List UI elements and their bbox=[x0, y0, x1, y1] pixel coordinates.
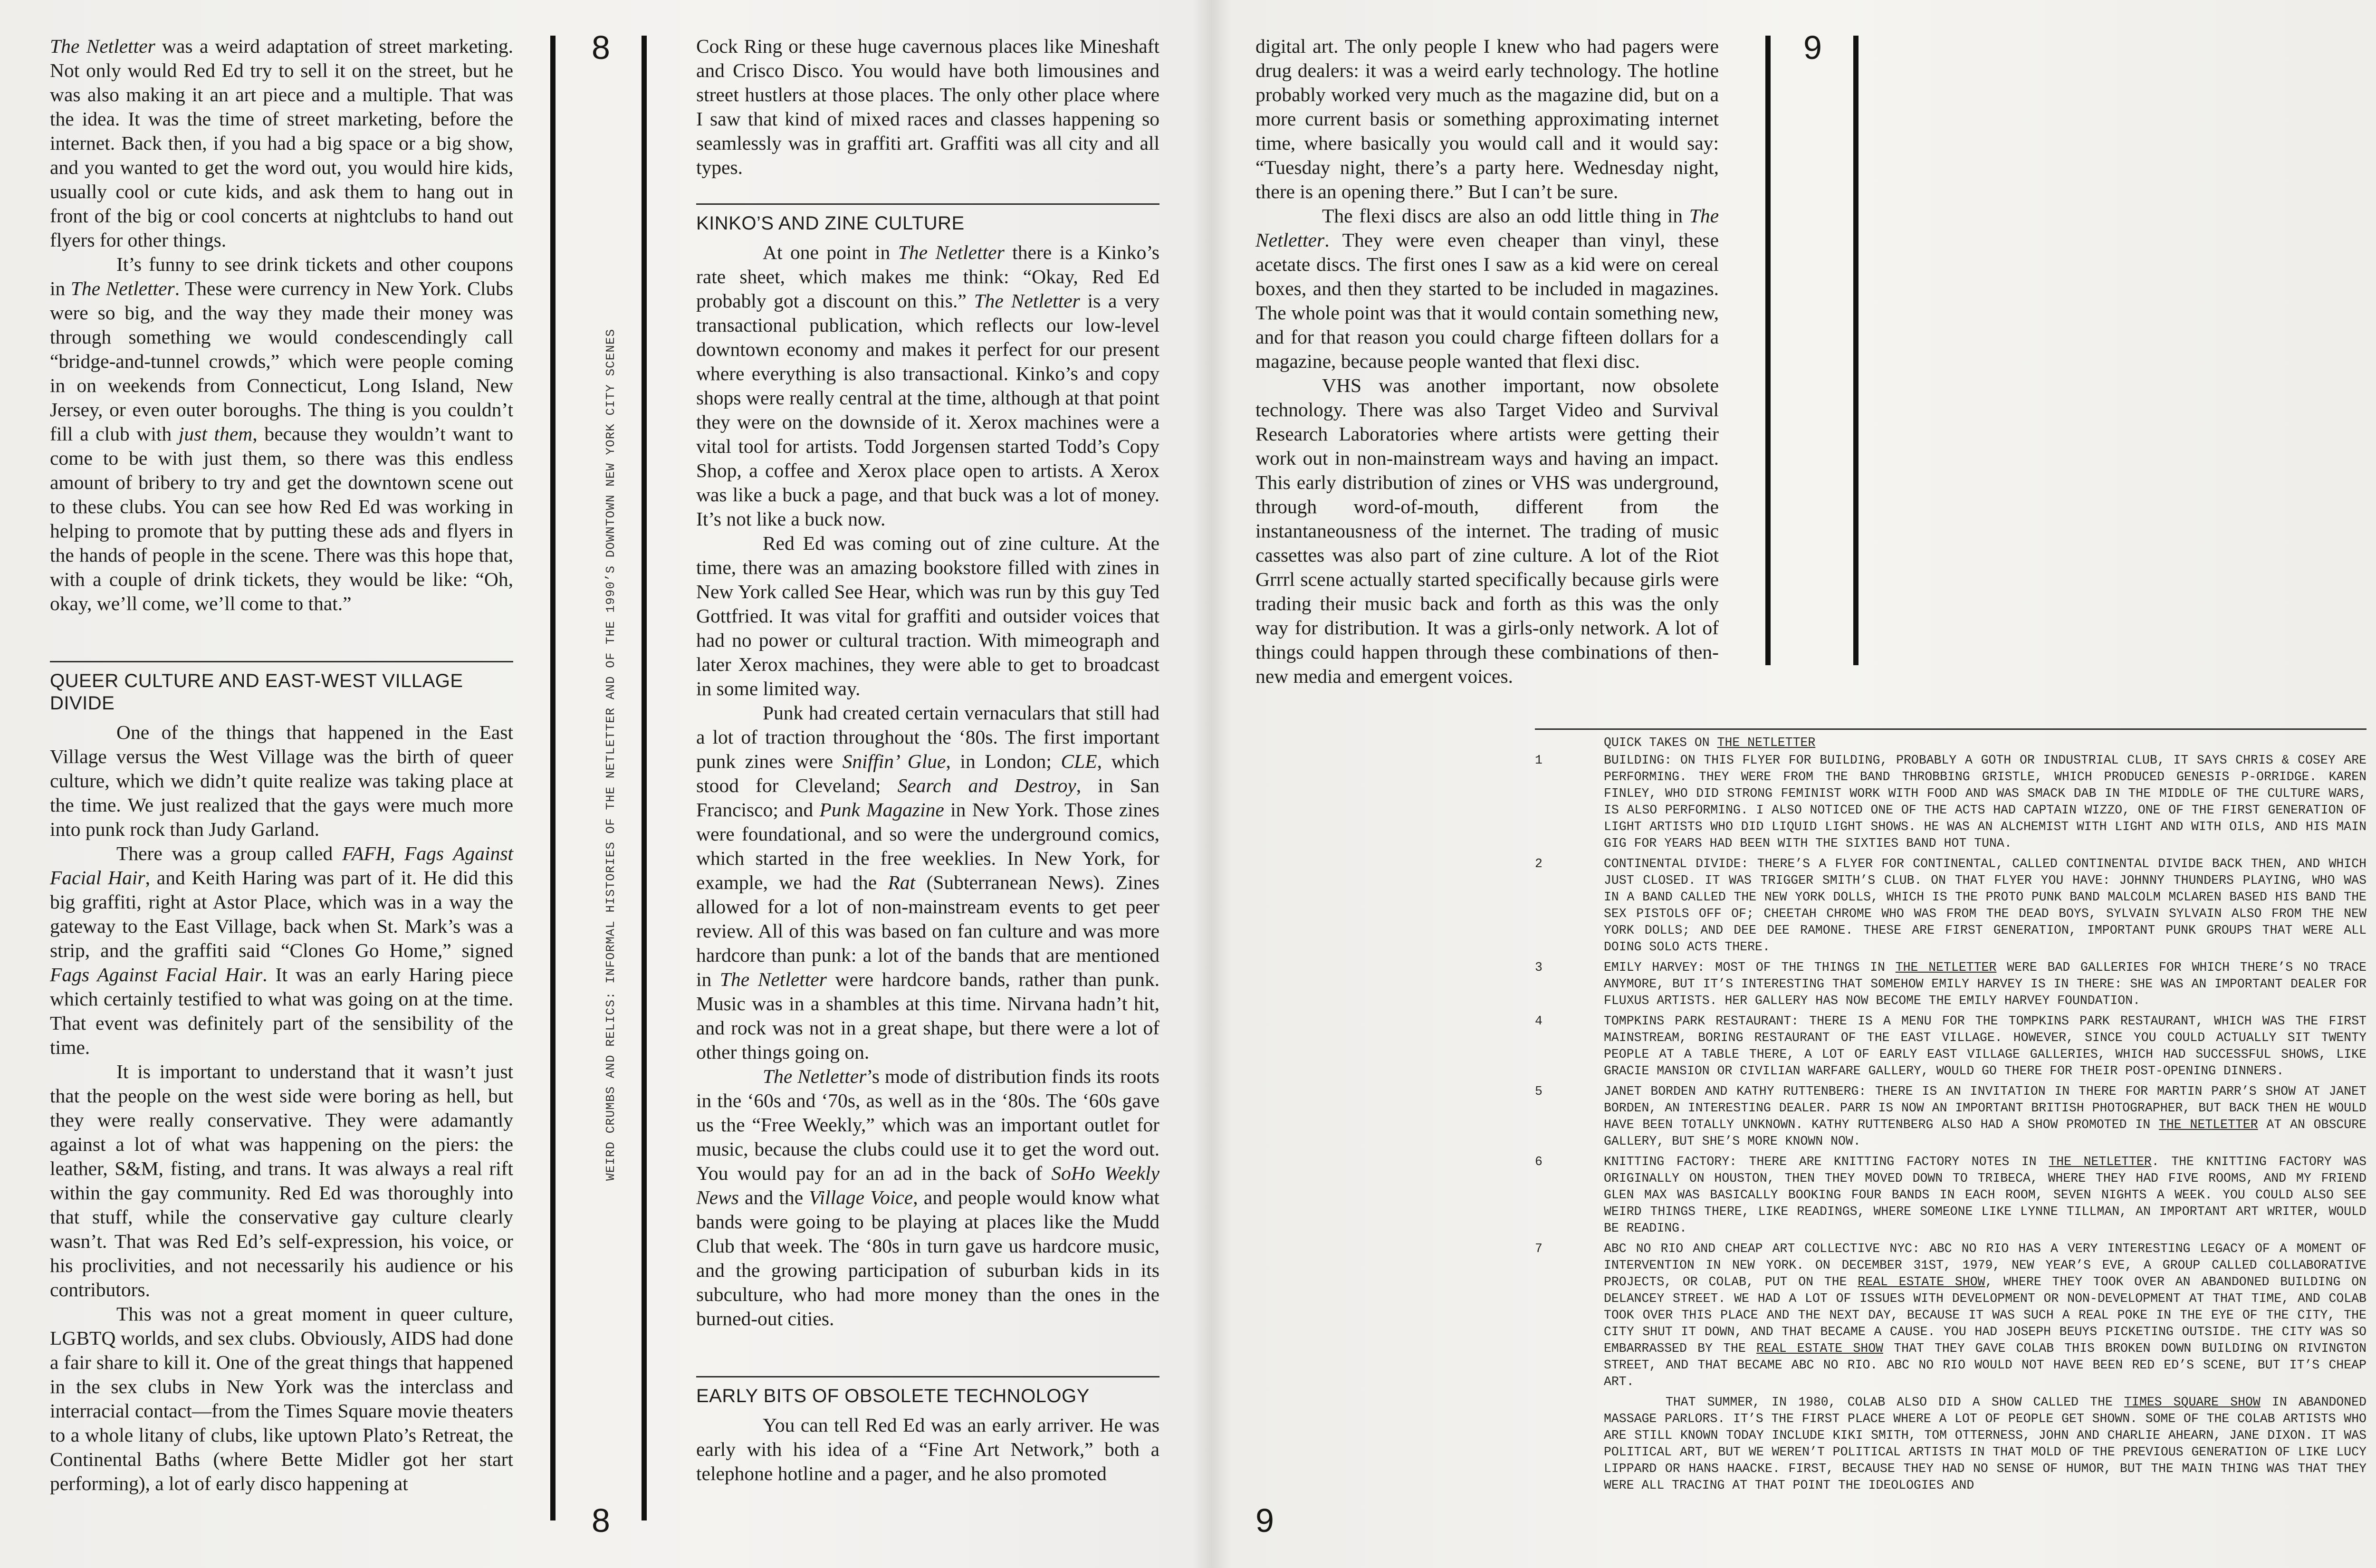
paragraph: The flexi discs are also an odd little thing in The Netletter. They were even cheaper than vinyl, these acetate discs. The first ones I saw as a kid were on cereal boxes, and then they started to be included in magazines. The whole point was that it would contain something new, and for that reason you could charge fifteen dollars for a magazine, because people wanted that flexi disc. bbox=[1255, 205, 1719, 372]
note-item: 1 BUILDING: ON THIS FLYER FOR BUILDING, PROBABLY A GOTH OR INDUSTRIAL CLUB, IT SAYS CHRIS & COSEY ARE PERFORMING. THEY WERE FROM THE BAND THROBBING GRISTLE, WHICH PRODUCED GENESIS P-ORRIDGE. KAREN FINLEY, WHO DID STRONG FEMINIST WORK WITH FOOD AND WAS SMACK DAB IN THE MIDDLE OF THE CULTURE WARS, IS ALSO PERFORMING. I ALSO NOTICED ONE OF THE ACTS HAD CAPTAIN WIZZO, ONE OF THE FIRST GENERATION OF LIGHT ARTISTS WHO DID LIQUID LIGHT SHOWS. HE WAS AN ALCHEMIST WITH LIGHT AND WITH OILS, AND HIS MAIN GIG FOR YEARS HAD BEEN WITH THE SIXTIES BAND HOT TUNA. bbox=[1535, 753, 2366, 851]
paragraph: Red Ed was coming out of zine culture. At the time, there was an amazing bookstore filled with zines in New York called See Hear, which was run by this guy Ted Gottfried. It was vital for graffiti and outsider voices that had no power or cultural traction. With mimeograph and later Xerox machines, they were able to get to broadcast in some limited way. bbox=[696, 532, 1159, 699]
quick-takes-notes bbox=[1535, 728, 2366, 1494]
note-item: 5 JANET BORDEN AND KATHY RUTTENBERG: THERE IS AN INVITATION IN THERE FOR MARTIN PARR’S SHOW AT JANET BORDEN, AN INTERESTING DEALER. PARR IS NOW AN IMPORTANT BRITISH PHOTOGRAPHER, BUT BACK THEN HE WOULD HAVE BEEN TOTALLY UNKNOWN. KATHY RUTTENBERG ALSO HAD A SHOW PROMOTED IN THE NETLETTER AT AN OBSCURE GALLERY, BUT SHE’S MORE KNOWN NOW. bbox=[1535, 1084, 2367, 1148]
page-number-top: 8 bbox=[592, 29, 610, 66]
paragraph: It is important to understand that it wasn’t just that the people on the west side were boring as hell, but they were really conservative. They were adamantly against a lot of what was happening on the piers: the leather, S&M, fisting, and trans. It was always a real rift within the gay community. Red Ed was thoroughly into that stuff, while the conservative gay culture clearly wasn’t. That was Red Ed’s self-expression, his voice, or his proclivities, and not necessarily his audience or his contributors. bbox=[50, 1061, 513, 1300]
paragraph: Cock Ring or these huge cavernous places like Mineshaft and Crisco Disco. You would have both limousines and street hustlers at those places. The only other place where I saw that kind of mixed races and classes happening so seamlessly was in graffiti art. Graffiti was all city and all types. bbox=[696, 35, 1159, 178]
paragraph: digital art. The only people I knew who had pagers were drug dealers: it was a weird early technology. The hotline probably worked very much as the magazine did, but on a more current basis or something approximating internet time, where basically you would call and it would say: “Tuesday night, there’s a party here. Wednesday night, there is an opening there.” But I can’t be sure. bbox=[1255, 35, 1719, 202]
divider-bar bbox=[550, 36, 556, 1520]
page-number-top: 9 bbox=[1803, 29, 1822, 66]
note-item: 4 TOMPKINS PARK RESTAURANT: THERE IS A MENU FOR THE TOMPKINS PARK RESTAURANT, WHICH WAS THE FIRST MAINSTREAM, BORING RESTAURANT OF THE EAST VILLAGE. HOWEVER, SINCE YOU COULD ACTUALLY SIT TWENTY PEOPLE AT A TABLE THERE, A LOT OF EARLY EAST VILLAGE GALLERIES, WHICH HAD SUCCESSFUL SHOWS, LIKE GRACIE MANSION OR CIVILIAN WARFARE GALLERY, WOULD GO THERE FOR THEIR POST-OPENING DINNERS. bbox=[1535, 1014, 2366, 1078]
paragraph: The Netletter’s mode of distribution finds its roots in the ‘60s and ‘70s, as well as in the ‘80s. The ‘60s gave us the “Free Weekly,” which was an important outlet for music, because the clubs could use it to get the word out. You would pay for an ad in the back of SoHo Weekly News and the Village Voice, and people would know what bands were going to be playing at places like the Mudd Club that week. The ‘80s in turn gave us hardcore music, and the growing participation of suburban kids in its subculture, who had more money than the ones in the burned-out cities. bbox=[696, 1065, 1159, 1329]
paragraph: This was not a great moment in queer culture, LGBTQ worlds, and sex clubs. Obviously, AIDS had done a fair share to kill it. One of the great things that happened in the sex clubs in New York was the interclass and interracial contact—from the Times Square movie theaters to a whole litany of clubs, like uptown Plato’s Retreat, the Continental Baths (where Bette Midler got her start performing), a lot of early disco happening at bbox=[50, 1303, 513, 1494]
paragraph: You can tell Red Ed was an early arriver. He was early with his idea of a “Fine Art Network,” both a telephone hotline and a pager, and he also promoted bbox=[696, 1414, 1159, 1484]
section-heading: EARLY BITS OF OBSOLETE TECHNOLOGY bbox=[696, 1376, 1159, 1407]
note-item: 2 CONTINENTAL DIVIDE: THERE’S A FLYER FOR CONTINENTAL, CALLED CONTINENTAL DIVIDE BACK THEN, AND WHICH JUST CLOSED. IT WAS TRIGGER SMITH’S CLUB. ON THAT FLYER YOU HAVE: JOHNNY THUNDERS PLAYING, WHO WAS IN A BAND CALLED THE NEW YORK DOLLS, WHICH IS THE PROTO PUNK BAND MALCOLM MCLAREN BASED HIS BAND THE SEX PISTOLS OFF OF; CHEETAH CHROME WHO WAS FROM THE DEAD BOYS, SYLVAIN SYLVAIN ALSO FROM THE NEW YORK DOLLS; AND DEE DEE RAMONE. THESE ARE FIRST GENERATION, IMPORTANT PUNK GROUPS THAT WERE ALL DOING SOLO ACTS THERE. bbox=[1535, 857, 2366, 954]
page8-left-column bbox=[50, 34, 513, 1496]
page8-right-column bbox=[696, 34, 1159, 1486]
page-number-bottom: 8 bbox=[592, 1502, 610, 1539]
note-item: 6 KNITTING FACTORY: THERE ARE KNITTING FACTORY NOTES IN THE NETLETTER. THE KNITTING FACTORY WAS ORIGINALLY ON HOUSTON, THEN THEY MOVED DOWN TO TRIBECA, WHERE THEY HAD FIVE ROOMS, AND MY FRIEND GLEN MAX WAS BASICALLY BOOKING FOUR BANDS IN EACH ROOM, SEVEN NIGHTS A WEEK. YOU COULD ALSO SEE WEIRD THINGS THERE, LIKE READINGS, WHERE SOMEONE LIKE LYNNE TILLMAN, AN IMPORTANT ART WRITER, WOULD BE READING. bbox=[1535, 1155, 2367, 1235]
notes-rule bbox=[1535, 728, 2366, 730]
paragraph: VHS was another important, now obsolete technology. There was also Target Video and Survival Research Laboratories where artists were getting their work out in non-mainstream ways and having an impact. This early distribution of zines or VHS was underground, through word-of-mouth, different from the instantaneousness of the internet. The trading of music cassettes was also part of zine culture. A lot of the Riot Grrrl scene actually started specifically because girls were trading their music back and forth as this was the only way for distribution. It was a girls-only network. A lot of things could happen through these combinations of then-new media and emergent voices. bbox=[1255, 374, 1719, 687]
note-item: 3 EMILY HARVEY: MOST OF THE THINGS IN THE NETLETTER WERE BAD GALLERIES FOR WHICH THERE’S NO TRACE ANYMORE, BUT IT’S INTERESTING THAT SOMEHOW EMILY HARVEY IS IN THERE: SHE WAS AN IMPORTANT DEALER FOR FLUXUS ARTISTS. HER GALLERY HAS NOW BECOME THE EMILY HARVEY FOUNDATION. bbox=[1535, 960, 2366, 1008]
paragraph: Punk had created certain vernaculars that still had a lot of traction throughout the ‘80s. The first important punk zines were Sniffin’ Glue, in London; CLE, which stood for Cleveland; Search and Destroy, in San Francisco; and Punk Magazine in New York. Those zines were foundational, and so were the underground comics, which started in the free weeklies. In New York, for example, we had the Rat (Subterranean News). Zines allowed for a lot of non-mainstream events to get peer review. All of this was based on fan culture and was more hardcore than punk: a lot of the bands that are mentioned in The Netletter were hardcore bands, rather than punk. Music was in a shambles at this time. Nirvana hadn’t hit, and rock was not in a great shape, but there were a lot of other things going on. bbox=[696, 702, 1160, 1063]
section-heading: QUEER CULTURE AND EAST-WEST VILLAGE DIVIDE bbox=[50, 661, 513, 715]
page9-column bbox=[1255, 34, 1719, 688]
notes-title: QUICK TAKES ON THE NETLETTER bbox=[1604, 736, 1816, 750]
paragraph: The Netletter was a weird adaptation of street marketing. Not only would Red Ed try to sell it on the street, but he was also making it an art piece and a multiple. That was the idea. It was the time of street marketing, before the internet. Back then, if you had a big space or a big show, and you wanted to get the word out, you would hire kids, usually cool or cute kids, and ask them to hang out in front of the big or cool concerts at nightclubs to hand out flyers for other things. bbox=[50, 35, 513, 251]
divider-bar bbox=[642, 36, 647, 1520]
paragraph: One of the things that happened in the East Village versus the West Village was the birth of queer culture, which we didn’t quite realize was taking place at the time. We just realized that the gays were much more into punk rock than Judy Garland. bbox=[50, 721, 513, 840]
note-continuation: THAT SUMMER, IN 1980, COLAB ALSO DID A SHOW CALLED THE TIMES SQUARE SHOW IN ABANDONED MASSAGE PARLORS. IT’S THE FIRST PLACE WHERE A LOT OF PEOPLE GET SHOWN. SOME OF THE COLAB ARTISTS WHO ARE STILL KNOWN TODAY INCLUDE KIKI SMITH, TOM OTTERNESS, JOHN AND CHARLIE AHEARN, JANE DIXON. IT WAS POLITICAL ART, BUT WE WEREN’T POLITICAL ARTISTS IN THAT MOLD OF THE PREVIOUS GENERATION OF LIKE LUCY LIPPARD OR HANS HAACKE. FIRST, BECAUSE THEY HAD NO SENSE OF HUMOR, BUT THE MAIN THING WAS THAT THEY WERE ALL TRACING AT THAT POINT THE IDEOLOGIES AND bbox=[1604, 1395, 2366, 1492]
paragraph: It’s funny to see drink tickets and other coupons in The Netletter. These were currency in New York. Clubs were so big, and the way they made their money was through something we would condescendingly call “bridge-and-tunnel crowds,” which were people coming in on weekends from Connecticut, Long Island, New Jersey, or even outer boroughs. The thing is you couldn’t fill a club with just them, because they wouldn’t want to come to be with just them, so there was this endless amount of bribery to try and get the downtown scene out to these clubs. You can see how Red Ed was working in helping to promote that by putting these ads and flyers in the hands of people in the scene. There was this hope that, with a couple of drink tickets, they would be like: “Oh, okay, we’ll come, we’ll come to that.” bbox=[50, 253, 513, 614]
paragraph: At one point in The Netletter there is a Kinko’s rate sheet, which makes me think: “Okay, Red Ed probably got a discount on this.” The Netletter is a very transactional publication, which reflects our low-level downtown economy and makes it perfect for our present where everything is also transactional. Kinko’s and copy shops were really central at the time, although at that point they were on the downside of it. Xerox machines were a vital tool for artists. Todd Jorgensen started Todd’s Copy Shop, a coffee and Xerox place open to artists. A Xerox was like a buck a page, and that buck was a lot of money. It’s not like a buck now. bbox=[696, 241, 1160, 530]
note-item: 7 ABC NO RIO AND CHEAP ART COLLECTIVE NYC: ABC NO RIO HAS A VERY INTERESTING LEGACY OF A MOMENT OF INTERVENTION IN NEW YORK. ON DECEMBER 31ST, 1979, NEW YEAR’S EVE, A GROUP CALLED COLLABORATIVE PROJECTS, OR COLAB, PUT ON THE REAL ESTATE SHOW, WHERE THEY TOOK OVER AN ABANDONED BUILDING ON DELANCEY STREET. WE HAD A LOT OF ISSUES WITH DEVELOPMENT OR NON-DEVELOPMENT AT THAT TIME, AND COLAB TOOK OVER THIS PLACE AND THE NEXT DAY, BECAUSE IT WAS SUCH A REAL POKE IN THE EYE OF THE CITY, THE CITY SHUT IT DOWN, AND THAT BECAME A CAUSE. YOU HAD JOSEPH BEUYS PICKETING OUTSIDE. THE CITY WAS SO EMBARRASSED BY THE REAL ESTATE SHOW THAT THEY GAVE COLAB THIS BROKEN DOWN BUILDING ON RIVINGTON STREET, AND THAT BECAME ABC NO RIO. ABC NO RIO WOULD NOT HAVE BEEN RED ED’S SCENE, BUT IT’S CHEAP ART. bbox=[1535, 1242, 2367, 1389]
page-number-bottom: 9 bbox=[1255, 1502, 1274, 1539]
divider-bar bbox=[1853, 36, 1859, 665]
divider-bar bbox=[1765, 36, 1771, 665]
paragraph: There was a group called FAFH, Fags Against Facial Hair, and Keith Haring was part of it. He did this big graffiti, right at Astor Place, which was in a way the gateway to the East Village, back when St. Mark’s was a strip, and the graffiti said “Clones Go Home,” signed Fags Against Facial Hair. It was an early Haring piece which certainly testified to what was going on at the time. That event was definitely part of the sensibility of the time. bbox=[50, 842, 514, 1058]
running-header: WEIRD CRUMBS AND RELICS: INFORMAL HISTORIES OF THE NETLETTER AND OF THE 1990’S DOWNTOWN NEW YORK CITY SCENES bbox=[604, 328, 618, 1181]
section-heading: KINKO’S AND ZINE CULTURE bbox=[696, 203, 1159, 235]
